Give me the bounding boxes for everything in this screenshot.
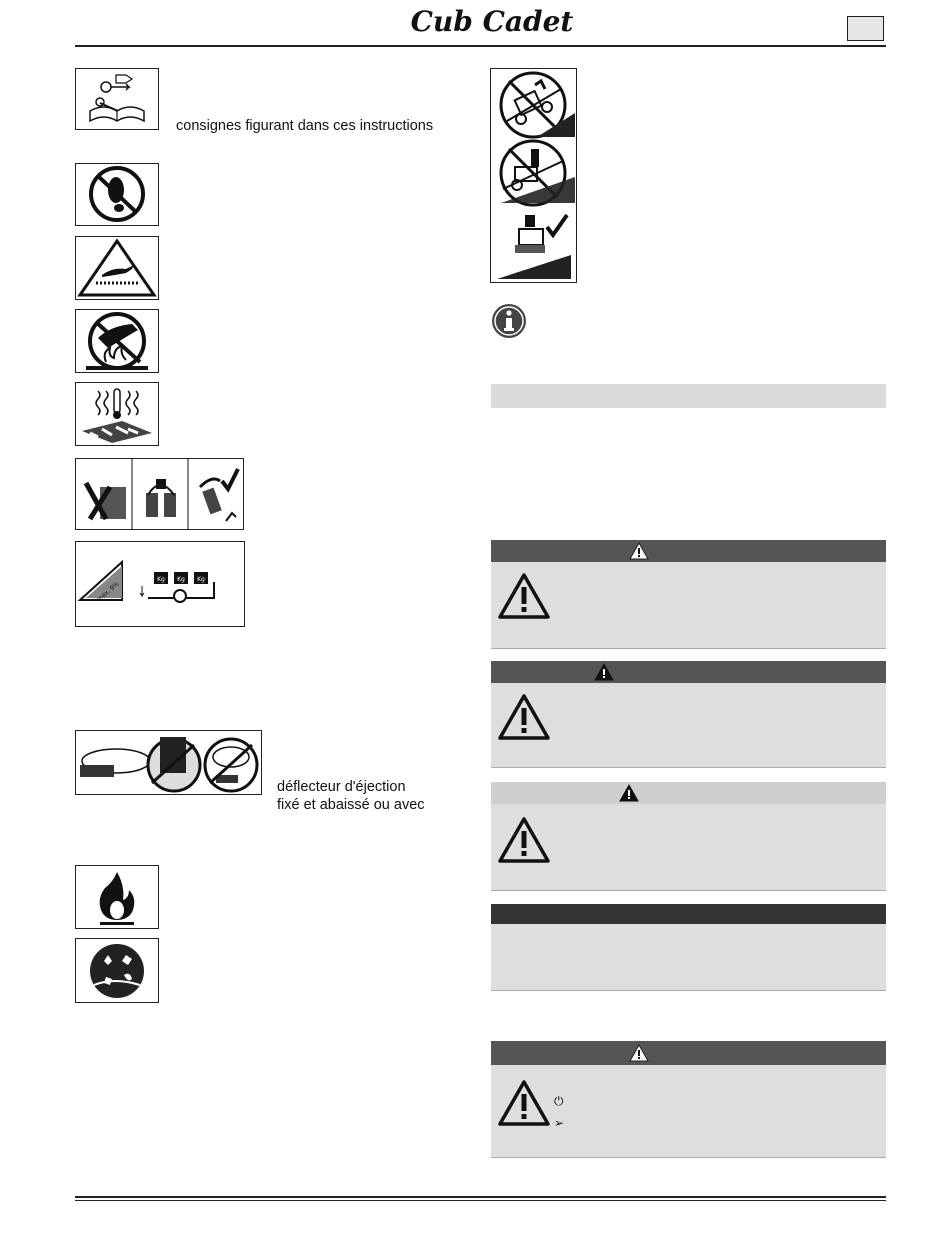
footer-rule bbox=[75, 1196, 886, 1198]
notice-body bbox=[491, 804, 886, 891]
notice-body bbox=[491, 683, 886, 768]
deflector-text-line2: fixé et abaissé ou avec bbox=[277, 797, 425, 813]
slope-driving-icon bbox=[490, 68, 577, 283]
notice-header bbox=[491, 661, 886, 683]
notice-box-3 bbox=[491, 782, 886, 891]
svg-text:max. 9%: max. 9% bbox=[95, 580, 121, 604]
power-bullet-icon: ⏻ bbox=[554, 1094, 564, 1108]
info-icon bbox=[491, 303, 527, 339]
notice-body bbox=[491, 562, 886, 649]
warning-triangle-icon bbox=[497, 816, 551, 864]
logo-text: Cub Cadet bbox=[410, 5, 574, 38]
header-rule bbox=[75, 45, 886, 47]
no-hands-heat-icon bbox=[75, 309, 159, 373]
warning-triangle-icon bbox=[594, 663, 614, 681]
notice-box-5 bbox=[491, 1041, 886, 1158]
notice-box-1 bbox=[491, 540, 886, 649]
no-feet-icon bbox=[75, 163, 159, 226]
read-manual-icon bbox=[75, 68, 159, 130]
footer-rule-thin bbox=[75, 1200, 886, 1201]
notice-box-4 bbox=[491, 904, 886, 991]
notice-box-2 bbox=[491, 661, 886, 768]
svg-text:Kg: Kg bbox=[197, 576, 205, 583]
notice-header bbox=[491, 540, 886, 562]
debris-icon bbox=[75, 938, 159, 1003]
warning-triangle-icon bbox=[629, 1044, 649, 1062]
slope-load-icon bbox=[75, 541, 245, 627]
notice-header bbox=[491, 904, 886, 924]
cub-cadet-logo bbox=[402, 4, 582, 38]
warning-triangle-icon bbox=[497, 1079, 551, 1127]
hand-injury-warning-icon bbox=[75, 236, 159, 300]
warning-triangle-icon bbox=[497, 693, 551, 741]
notice-body bbox=[491, 924, 886, 991]
hot-surface-icon bbox=[75, 382, 159, 446]
notice-header bbox=[491, 782, 886, 804]
deflector-text-line1: déflecteur d'éjection bbox=[277, 779, 406, 795]
section-heading-bar bbox=[491, 384, 886, 408]
arrow-bullet-icon: ➢ bbox=[554, 1116, 565, 1130]
warning-triangle-icon bbox=[497, 572, 551, 620]
svg-text:Kg: Kg bbox=[177, 576, 185, 583]
notice-body bbox=[491, 1065, 886, 1158]
warning-triangle-icon bbox=[619, 784, 639, 802]
flammable-icon bbox=[75, 865, 159, 929]
discharge-deflector-icon bbox=[75, 730, 262, 795]
notice-header bbox=[491, 1041, 886, 1065]
svg-text:Kg: Kg bbox=[157, 576, 165, 583]
seating-position-icon bbox=[75, 458, 244, 530]
language-box bbox=[847, 16, 884, 41]
manual-instruction-text: consignes figurant dans ces instructions bbox=[176, 118, 434, 134]
warning-triangle-icon bbox=[629, 542, 649, 560]
